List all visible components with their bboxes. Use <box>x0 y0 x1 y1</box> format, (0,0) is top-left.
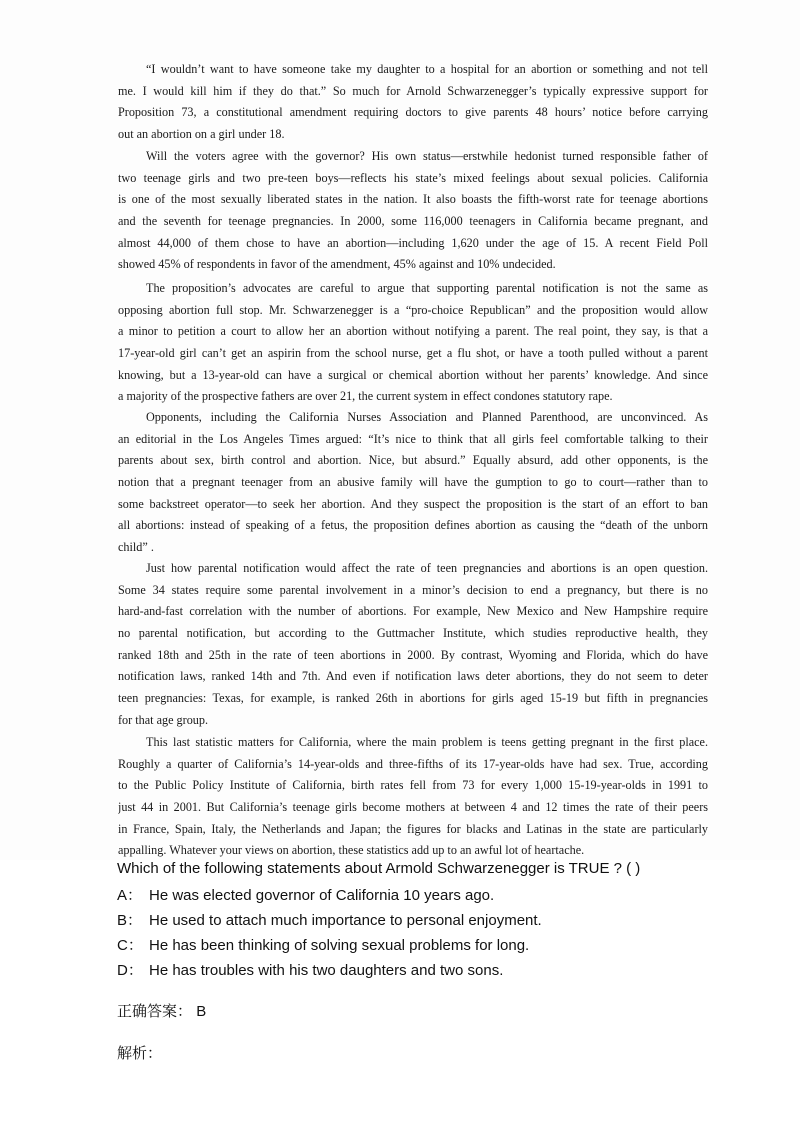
paragraph-line: The proposition’s advocates are careful to argue that supporting parental notification is not the same as <box>146 281 708 295</box>
paragraph-line: out an abortion on a girl under 18. <box>118 127 285 142</box>
paragraph <box>118 732 708 862</box>
paragraph-line: no parental notification, but according to the Guttmacher Institute, which studies reproductive health, they <box>118 626 708 641</box>
paragraph <box>118 558 708 732</box>
paragraph-line: parents about sex, birth control and abortion. Nice, but absurd.” Equally absurd, add other opponents, is the <box>118 453 708 468</box>
paragraph-line: child” . <box>118 540 154 555</box>
paragraph-line: just 44 in 2001. But California’s teenage girls become mothers at between 4 and 12 times the rate of their peers <box>118 800 708 815</box>
paragraph-line: for that age group. <box>118 712 209 727</box>
paragraph-line: almost 44,000 of them chose to have an abortion—including 1,620 under the age of 15. A recent Field Poll <box>118 235 708 250</box>
paragraph-line: some backstreet operator—to seek her abortion. And they suspect the proposition is the start of an effort to ban <box>118 496 708 511</box>
paragraph-line: teen pregnancies: Texas, for example, is ranked 26th in abortions for girls aged 15-19 but fifth in pregnancies <box>118 691 708 706</box>
paragraph <box>118 407 708 559</box>
paragraph-line: appalling. Whatever your views on abortion, these statistics add up to an awful lot of heartache. <box>118 843 585 858</box>
option-d[interactable] <box>117 959 503 980</box>
paragraph-line: hard-and-fast correlation with the number of abortions. For example, New Mexico and New Hampshire require <box>118 604 708 619</box>
paragraph-line: Some 34 states require some parental involvement in a minor’s decision to end a pregnancy, but there is no <box>118 582 708 597</box>
paragraph-line: showed 45% of respondents in favor of the amendment, 45% against and 10% undecided. <box>118 257 556 272</box>
paragraph-line: opposing abortion full stop. Mr. Schwarzenegger is a “pro-choice Republican” and the proposition would allow <box>118 302 708 317</box>
paragraph-line: two teenage girls and two pre-teen boys—reflects his state’s mixed feelings about sexual policies. California <box>118 170 708 185</box>
paragraph <box>118 146 708 276</box>
paragraph-line: is one of the most sexually liberated states in the nation. It also boasts the fifth-worst rate for teenage abortions <box>118 192 708 207</box>
paragraph <box>118 278 708 408</box>
paragraph-line: a minor to petition a court to allow her an abortion without notifying a parent. The real point, they say, is that a <box>118 324 708 339</box>
paragraph-line: and the seventh for teenage pregnancies. In 2000, some 116,000 teenagers in California became pregnant, and <box>118 214 708 229</box>
option-text: He has been thinking of solving sexual problems for long. <box>149 937 530 954</box>
option-letter: A： <box>117 887 143 904</box>
paragraph-line: to the Public Policy Institute of California, birth rates fell from 73 for every 1,000 15-19-year-olds in 1991 to <box>118 778 708 793</box>
option-text: He has troubles with his two daughters and two sons. <box>149 962 504 979</box>
paragraph-line: Will the voters agree with the governor? His own status—erstwhile hedonist turned responsible father of <box>146 149 708 163</box>
analysis-label: 解析： <box>117 1045 163 1062</box>
paragraph-line: Proposition 73, a constitutional amendment requiring doctors to give parents 48 hours’ notice before carrying <box>118 105 708 120</box>
correct-answer <box>117 1000 206 1021</box>
paragraph-line: Opponents, including the California Nurses Association and Planned Parenthood, are unconvinced. As <box>146 410 708 424</box>
paragraph-line: notion that a pregnant teenager from an abusive family will have the gumption to go to court—rather than to <box>118 475 708 490</box>
option-letter: C： <box>117 937 143 954</box>
paragraph <box>118 59 708 146</box>
paragraph-line: 17-year-old girl can’t get an aspirin from the school nurse, get a flu shot, or have a tooth pulled without a parent <box>118 346 708 361</box>
paragraph-line: a majority of the prospective fathers are over 21, the current system in effect condones statutory rape. <box>118 389 613 404</box>
answer-label: 正确答案： <box>117 1003 193 1020</box>
paragraph-line: This last statistic matters for California, where the main problem is teens getting pregnant in the first place. <box>146 735 708 749</box>
option-text: He used to attach much importance to personal enjoyment. <box>149 912 542 929</box>
paragraph-line: Roughly a quarter of California’s 14-year-olds and three-fifths of its 17-year-olds have had sex. True, according <box>118 756 708 771</box>
option-a[interactable] <box>117 884 494 905</box>
paragraph-line: all abortions: instead of speaking of a fetus, the proposition defines abortion as causing the “death of the unborn <box>118 518 708 533</box>
option-letter: D： <box>117 962 143 979</box>
option-b[interactable] <box>117 909 542 930</box>
paragraph-line: ranked 18th and 25th in the rate of teen abortions in 2000. By contrast, Wyoming and Florida, which do have <box>118 647 708 662</box>
paragraph-line: notification laws, ranked 14th and 7th. And even if notification laws deter abortions, they do not seem to deter <box>118 669 708 684</box>
question-text: Which of the following statements about Armold Schwarzenegger is TRUE ? ( ) <box>117 860 641 877</box>
paragraph-line: me. I would kill him if they do that.” So much for Arnold Schwarzenegger’s typically expressive support for <box>118 83 708 98</box>
paragraph-line: Just how parental notification would affect the rate of teen pregnancies and abortions is an open question. <box>146 561 708 575</box>
paragraph-line: “I wouldn’t want to have someone take my daughter to a hospital for an abortion or something and not tell <box>146 62 708 76</box>
option-text: He was elected governor of California 10 years ago. <box>149 887 495 904</box>
option-c[interactable] <box>117 934 529 955</box>
paragraph-line: an editorial in the Los Angeles Times argued: “It’s nice to think that all girls feel comfortable talking to their <box>118 431 708 446</box>
paragraph-line: in France, Spain, Italy, the Netherlands and Japan; the figures for blacks and Latinas in the state are particularly <box>118 821 708 836</box>
answer-value: B <box>196 1003 207 1020</box>
option-letter: B： <box>117 912 143 929</box>
paragraph-line: knowing, but a 13-year-old can have a surgical or chemical abortion without her parents’ knowledge. And since <box>118 367 708 382</box>
